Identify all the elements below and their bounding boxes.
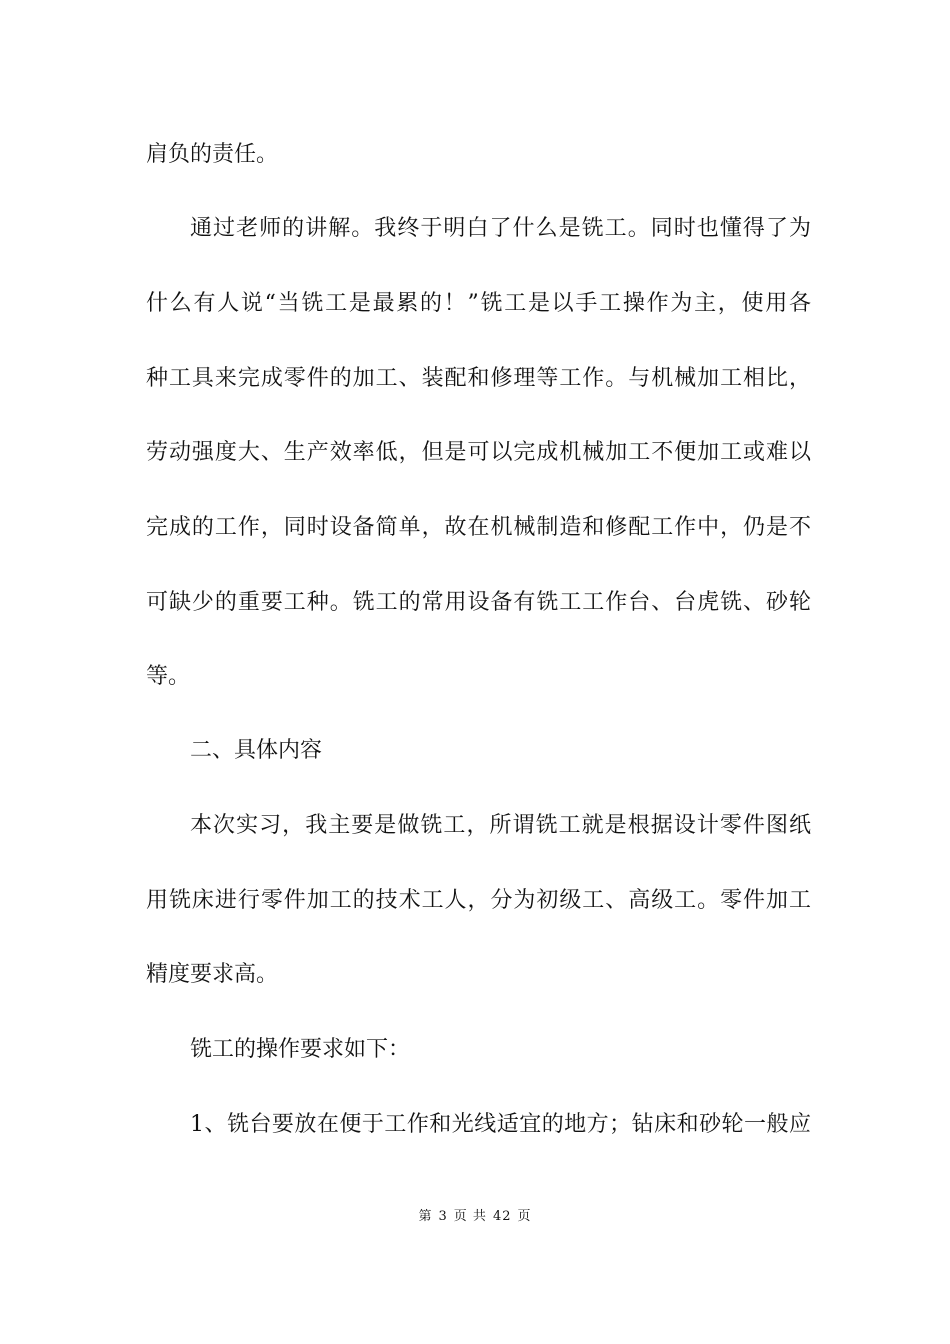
paragraph-line: 本次实习，我主要是做铣工，所谓铣工就是根据设计零件图纸 (190, 813, 811, 838)
paragraph-line: 种工具来完成零件的加工、装配和修理等工作。与机械加工相比， (146, 366, 811, 391)
paragraph-line: 通过老师的讲解。我终于明白了什么是铣工。同时也懂得了为 (190, 216, 811, 241)
footer-suffix: 页 (517, 1209, 532, 1224)
footer-middle: 页 共 (453, 1209, 487, 1224)
paragraph-line: 可缺少的重要工种。铣工的常用设备有铣工工作台、台虎铣、砂轮 (146, 590, 811, 615)
paragraph-line: 什么有人说“当铣工是最累的！”铣工是以手工操作为主，使用各 (146, 291, 811, 316)
page-footer (0, 1208, 950, 1226)
paragraph-line: 劳动强度大、生产效率低，但是可以完成机械加工不便加工或难以 (146, 440, 811, 465)
footer-total-pages: 42 (492, 1209, 512, 1224)
footer-current-page: 3 (438, 1209, 448, 1224)
paragraph-line: 完成的工作，同时设备简单，故在机械制造和修配工作中，仍是不 (146, 515, 811, 540)
paragraph-line: 等。 (146, 664, 191, 689)
footer-prefix: 第 (418, 1209, 433, 1224)
paragraph-line: 铣工的操作要求如下： (190, 1037, 411, 1062)
paragraph-line: 肩负的责任。 (146, 142, 279, 167)
section-heading: 二、具体内容 (190, 738, 323, 763)
paragraph-line: 精度要求高。 (146, 962, 279, 987)
paragraph-line: 用铣床进行零件加工的技术工人，分为初级工、高级工。零件加工 (146, 888, 811, 913)
paragraph-line: 1、铣台要放在便于工作和光线适宜的地方；钻床和砂轮一般应 (190, 1112, 811, 1137)
